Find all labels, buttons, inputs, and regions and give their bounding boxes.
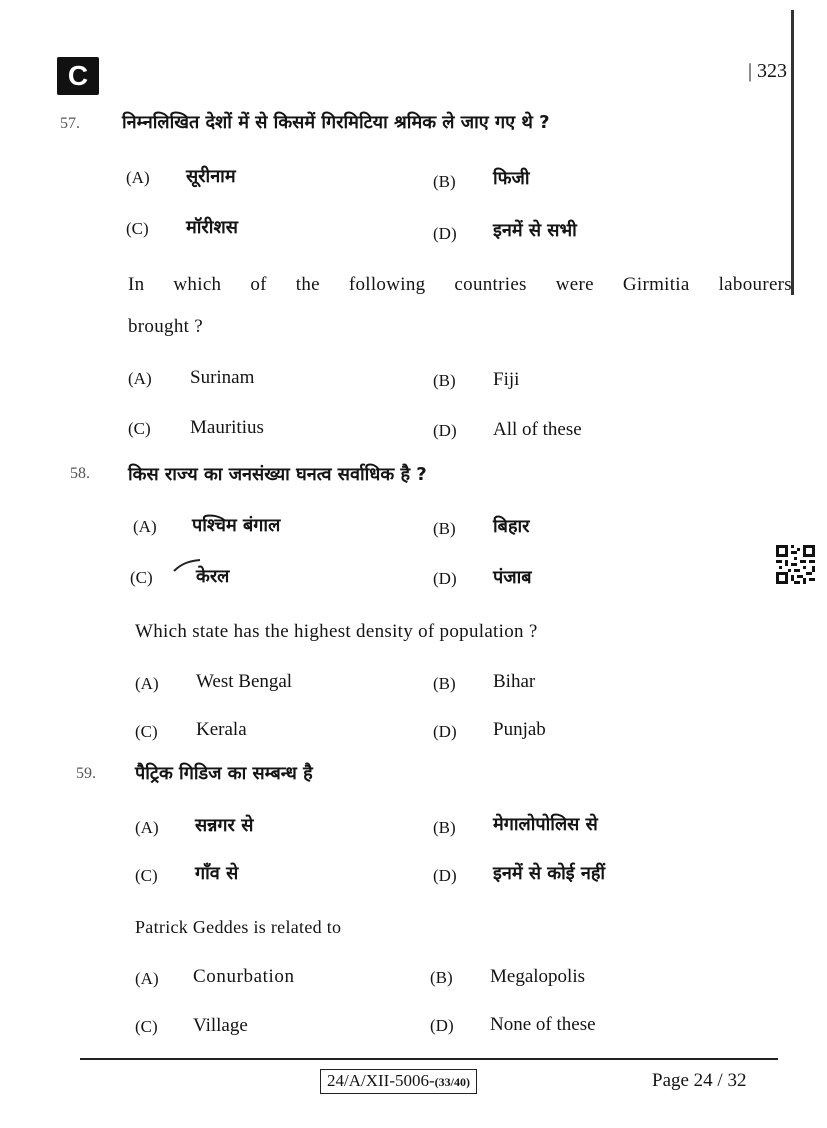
option-label: (C) (135, 722, 158, 741)
option-label: (D) (433, 569, 457, 588)
option-text-english: Bihar (493, 671, 536, 692)
option-text-english: Mauritius (190, 417, 264, 438)
option-text-hindi: मेगालोपोलिस से (493, 814, 598, 835)
option-text-hindi: फिजी (493, 168, 530, 189)
qr-code-icon (776, 545, 815, 584)
option-text-hindi: सन्नगर से (195, 815, 254, 836)
option-text-hindi: इनमें से सभी (493, 220, 577, 241)
option-label: (D) (433, 224, 457, 243)
option-text-hindi: इनमें से कोई नहीं (493, 863, 606, 884)
option-label: (B) (433, 818, 456, 837)
question-text-english: In which of the following countries were Girmitia labourers (128, 274, 792, 295)
option-text-hindi: मॉरीशस (186, 217, 238, 238)
option-label: (D) (433, 421, 457, 440)
option-label: (B) (433, 371, 456, 390)
page-number: | 323 (747, 60, 787, 82)
question-number: 58. (70, 465, 90, 482)
option-label: (C) (135, 866, 158, 885)
option-label: (C) (126, 219, 149, 238)
option-label: (D) (433, 866, 457, 885)
option-label: (D) (433, 722, 457, 741)
option-label: (B) (433, 519, 456, 538)
option-label: (A) (133, 517, 157, 536)
option-text-english: Conurbation (193, 966, 295, 987)
option-label: (A) (135, 818, 159, 837)
option-label: (A) (126, 168, 150, 187)
option-label: (B) (430, 968, 453, 987)
question-text-hindi: किस राज्य का जनसंख्या घनत्व सर्वाधिक है ? (128, 464, 427, 485)
option-text-hindi: सूरीनाम (186, 166, 236, 187)
option-label: (C) (128, 419, 151, 438)
question-text-hindi: पैट्रिक गिडिज का सम्बन्ध है (135, 763, 313, 784)
option-text-english: All of these (493, 419, 582, 440)
option-label: (B) (433, 172, 456, 191)
question-text-english-cont: brought ? (128, 316, 203, 337)
paper-code (320, 1069, 477, 1094)
question-number: 59. (76, 765, 96, 782)
option-text-english: None of these (490, 1014, 596, 1035)
question-text-hindi: निम्नलिखित देशों में से किसमें गिरमिटिया श्रमिक ले जाए गए थे ? (122, 112, 550, 133)
option-text-hindi: बिहार (493, 516, 530, 537)
option-text-english: Surinam (190, 367, 255, 388)
option-label: (A) (135, 674, 159, 693)
option-label: (A) (135, 969, 159, 988)
option-text-hindi: केरल (196, 566, 230, 587)
option-text-english: Kerala (196, 719, 247, 740)
option-text-english: Village (193, 1015, 248, 1036)
option-text-english: Punjab (493, 719, 546, 740)
option-label: (A) (128, 369, 152, 388)
option-text-english: Fiji (493, 369, 520, 390)
margin-rule (791, 10, 794, 295)
footer-page-number: Page 24 / 32 (652, 1070, 747, 1091)
option-label: (C) (130, 568, 153, 587)
option-text-hindi: गाँव से (195, 863, 239, 884)
option-text-english: West Bengal (196, 671, 293, 692)
footer-rule (80, 1058, 778, 1060)
option-label: (C) (135, 1017, 158, 1036)
question-text-english: Patrick Geddes is related to (135, 917, 342, 937)
option-label: (B) (433, 674, 456, 693)
paper-code-main: 24/A/XII-5006- (327, 1071, 435, 1090)
question-text-english: Which state has the highest density of population ? (135, 621, 538, 642)
option-text-hindi: पश्चिम बंगाल (192, 515, 281, 536)
option-text-hindi: पंजाब (493, 567, 532, 588)
set-badge: C (57, 57, 99, 95)
option-text-english: Megalopolis (490, 966, 585, 987)
option-label: (D) (430, 1016, 454, 1035)
question-number: 57. (60, 115, 80, 132)
paper-code-small: (33/40) (434, 1075, 470, 1089)
